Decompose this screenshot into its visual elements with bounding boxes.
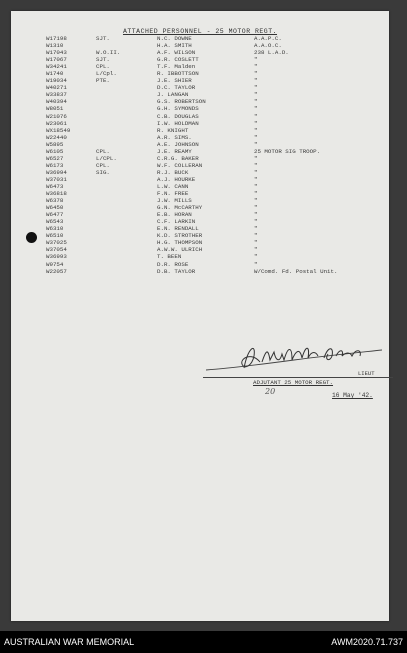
- personnel-row: [46, 35, 386, 42]
- name: T.F. Malden: [157, 63, 196, 71]
- name: C.B. DOUGLAS: [157, 112, 199, 120]
- unit: ": [254, 204, 258, 212]
- service-number: W19034: [46, 77, 67, 85]
- unit: ": [254, 91, 258, 99]
- service-number: W5895: [46, 140, 64, 148]
- unit: 238 L.A.D.: [254, 49, 289, 57]
- personnel-row: [46, 70, 386, 77]
- unit: ": [254, 112, 258, 120]
- name: W.F. COLLERAN: [157, 161, 203, 169]
- unit: ": [254, 98, 258, 106]
- service-number: W6173: [46, 161, 64, 169]
- name: K.D. STROTHER: [157, 232, 203, 240]
- service-number: W34241: [46, 63, 67, 71]
- unit: ": [254, 133, 258, 141]
- service-number: W6450: [46, 204, 64, 212]
- service-number: W40271: [46, 84, 67, 92]
- service-number: W6510: [46, 232, 64, 240]
- punch-hole: [26, 232, 37, 243]
- rank: L/CPL.: [96, 154, 117, 162]
- service-number: WX18549: [46, 126, 71, 134]
- personnel-row: [46, 141, 386, 148]
- name: D.R. ROSE: [157, 260, 189, 268]
- personnel-row: [46, 63, 386, 70]
- service-number: W23061: [46, 119, 67, 127]
- name: A.W.W. ULRICH: [157, 246, 203, 254]
- unit: ": [254, 211, 258, 219]
- unit: W/Comd. Fd. Postal Unit.: [254, 267, 338, 275]
- name: D.C. TAYLOR: [157, 84, 196, 92]
- name: R. KNIGHT: [157, 126, 189, 134]
- unit: ": [254, 161, 258, 169]
- name: G.N. McCARTHY: [157, 204, 203, 212]
- unit: ": [254, 56, 258, 64]
- rank: SJT.: [96, 56, 110, 64]
- unit: ": [254, 84, 258, 92]
- unit: ": [254, 77, 258, 85]
- personnel-row: [46, 204, 386, 211]
- name: R. IBBOTTSON: [157, 70, 199, 78]
- service-number: W21076: [46, 112, 67, 120]
- name: J.E. REAMY: [157, 147, 192, 155]
- unit: A.A.P.C.: [254, 35, 282, 42]
- name: A.F. WILSON: [157, 49, 196, 57]
- name: A.J. HOURKE: [157, 175, 196, 183]
- service-number: W37054: [46, 246, 67, 254]
- rank: CPL.: [96, 63, 110, 71]
- name: I.W. HOLDMAN: [157, 119, 199, 127]
- unit: ": [254, 126, 258, 134]
- name: J.W. MILLS: [157, 197, 192, 205]
- service-number: W17198: [46, 35, 67, 42]
- rank: L/Cpl.: [96, 70, 117, 78]
- personnel-row: [46, 98, 386, 105]
- personnel-row: [46, 232, 386, 239]
- personnel-row: [46, 169, 386, 176]
- rank: CPL.: [96, 147, 110, 155]
- personnel-row: [46, 113, 386, 120]
- service-number: W40394: [46, 98, 67, 106]
- service-number: W6473: [46, 182, 64, 190]
- personnel-row: [46, 239, 386, 246]
- service-number: W6477: [46, 211, 64, 219]
- personnel-row: [46, 127, 386, 134]
- personnel-row: [46, 77, 386, 84]
- name: G.S. ROBERTSON: [157, 98, 206, 106]
- service-number: W37025: [46, 239, 67, 247]
- unit: ": [254, 119, 258, 127]
- unit: ": [254, 168, 258, 176]
- footer-accession-number: AWM2020.71.737: [331, 637, 403, 647]
- personnel-row: [46, 49, 386, 56]
- name: E.B. HORAN: [157, 211, 192, 219]
- service-number: W22057: [46, 267, 67, 275]
- footer-source: AUSTRALIAN WAR MEMORIAL: [4, 637, 135, 647]
- service-number: W37031: [46, 175, 67, 183]
- name: A.R. SIMS.: [157, 133, 192, 141]
- service-number: W36993: [46, 253, 67, 261]
- service-number: W36818: [46, 190, 67, 198]
- name: C.F. LARKIN: [157, 218, 196, 226]
- name: R.J. BUCK: [157, 168, 189, 176]
- personnel-row: [46, 162, 386, 169]
- document-title: ATTACHED PERSONNEL - 25 MOTOR REGT.: [122, 28, 278, 35]
- personnel-row: [46, 56, 386, 63]
- handwritten-number: 20: [265, 387, 276, 396]
- rank: CPL.: [96, 161, 110, 169]
- personnel-row: [46, 176, 386, 183]
- unit: ": [254, 63, 258, 71]
- service-number: W17067: [46, 56, 67, 64]
- footer-bar: [0, 631, 407, 653]
- personnel-row: [46, 197, 386, 204]
- name: J.E. SHIER: [157, 77, 192, 85]
- unit: ": [254, 260, 258, 268]
- personnel-row: [46, 246, 386, 253]
- document-page: [11, 11, 389, 621]
- personnel-row: [46, 211, 386, 218]
- unit: ": [254, 175, 258, 183]
- rank: SIG.: [96, 168, 110, 176]
- personnel-row: [46, 190, 386, 197]
- name: L.W. CANN: [157, 182, 189, 190]
- service-number: W6378: [46, 197, 64, 205]
- service-number: W22440: [46, 133, 67, 141]
- rank-suffix: LIEUT: [358, 370, 375, 377]
- unit: ": [254, 190, 258, 198]
- service-number: W6105: [46, 147, 64, 155]
- unit: ": [254, 246, 258, 254]
- personnel-row: [46, 183, 386, 190]
- service-number: W6527: [46, 154, 64, 162]
- unit: ": [254, 232, 258, 240]
- rank: W.O.II.: [96, 49, 121, 57]
- personnel-row: [46, 225, 386, 232]
- personnel-row: [46, 148, 386, 155]
- personnel-row: [46, 84, 386, 91]
- unit: ": [254, 105, 258, 113]
- rank: SJT.: [96, 35, 110, 42]
- name: N.C. DOWNE: [157, 35, 192, 42]
- unit: A.A.O.C.: [254, 42, 282, 50]
- service-number: W1310: [46, 42, 64, 50]
- rank: PTE.: [96, 77, 110, 85]
- service-number: W9754: [46, 260, 64, 268]
- unit: ": [254, 253, 258, 261]
- personnel-row: [46, 155, 386, 162]
- name: G.R. COSLETT: [157, 56, 199, 64]
- document-date: 16 May '42.: [332, 392, 373, 399]
- personnel-row: [46, 218, 386, 225]
- name: H.G. THOMPSON: [157, 239, 203, 247]
- unit: ": [254, 182, 258, 190]
- personnel-row: [46, 253, 386, 260]
- name: F.N. FREE: [157, 190, 189, 198]
- unit: 25 MOTOR SIG TROOP.: [254, 147, 321, 155]
- personnel-row: [46, 105, 386, 112]
- service-number: W33837: [46, 91, 67, 99]
- unit: ": [254, 239, 258, 247]
- unit: ": [254, 70, 258, 78]
- personnel-row: [46, 268, 386, 275]
- name: D.B. TAYLOR: [157, 267, 196, 275]
- signatory-title: ADJUTANT 25 MOTOR REGT.: [253, 379, 334, 386]
- personnel-row: [46, 120, 386, 127]
- service-number: W1740: [46, 70, 64, 78]
- name: H.A. SMITH: [157, 42, 192, 50]
- service-number: W6310: [46, 225, 64, 233]
- service-number: W6543: [46, 218, 64, 226]
- unit: ": [254, 140, 258, 148]
- name: T. BEEN: [157, 253, 182, 261]
- name: G.H. SYMONDS: [157, 105, 199, 113]
- service-number: W17043: [46, 49, 67, 57]
- unit: ": [254, 225, 258, 233]
- signature-line: [203, 377, 393, 378]
- name: J. LANGAN: [157, 91, 189, 99]
- name: A.E. JOHNSON: [157, 140, 199, 148]
- personnel-row: [46, 91, 386, 98]
- personnel-row: [46, 42, 386, 49]
- personnel-row: [46, 134, 386, 141]
- service-number: W36994: [46, 168, 67, 176]
- unit: ": [254, 197, 258, 205]
- service-number: W8051: [46, 105, 64, 113]
- personnel-list: [46, 35, 386, 275]
- name: E.N. RENDALL: [157, 225, 199, 233]
- personnel-row: [46, 261, 386, 268]
- unit: ": [254, 218, 258, 226]
- unit: ": [254, 154, 258, 162]
- name: C.R.G. BAKER: [157, 154, 199, 162]
- handwritten-signature: [204, 338, 384, 378]
